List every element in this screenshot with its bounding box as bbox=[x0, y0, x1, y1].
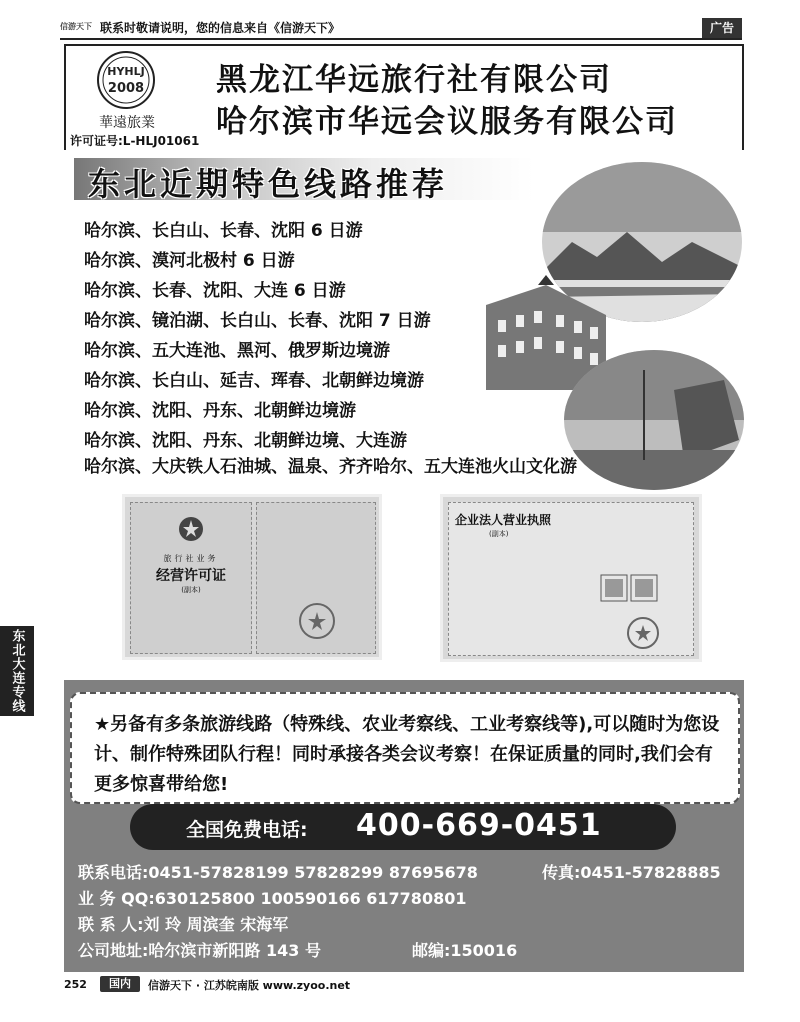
contact-address: 公司地址:哈尔滨市新阳路 143 号 bbox=[78, 941, 321, 960]
route-item: 哈尔滨、大庆铁人石油城、温泉、齐齐哈尔、五大连池火山文化游 bbox=[84, 457, 577, 477]
contact-fax: 传真:0451-57828885 bbox=[542, 863, 721, 882]
page-footer bbox=[60, 972, 742, 996]
company-logo-icon bbox=[96, 50, 156, 110]
note-box bbox=[70, 692, 740, 804]
section-tag: 国内 bbox=[100, 976, 140, 992]
stamp-boxes-icon bbox=[599, 573, 659, 603]
official-seal-icon bbox=[625, 615, 661, 651]
route-item: 哈尔滨、沈阳、丹东、北朝鲜边境游 bbox=[84, 401, 356, 421]
logo-text: HYHLJ bbox=[107, 65, 145, 78]
route-item: 哈尔滨、长春、沈阳、大连 6 日游 bbox=[84, 281, 346, 301]
route-item: 哈尔滨、漠河北极村 6 日游 bbox=[84, 251, 295, 271]
business-license-certificate bbox=[440, 494, 702, 662]
contact-qq[interactable]: 业 务 QQ:630125800 100590166 617780801 bbox=[78, 889, 467, 908]
brand-logo: 信游天下 bbox=[60, 22, 92, 31]
company-name-conference: 哈尔滨市华远会议服务有限公司 bbox=[216, 104, 678, 140]
official-seal-icon bbox=[297, 601, 337, 641]
banner-title: 东北近期特色线路推荐 bbox=[88, 165, 449, 203]
national-emblem-icon bbox=[177, 515, 205, 543]
travel-license-certificate bbox=[122, 494, 382, 660]
routes-section bbox=[64, 150, 744, 480]
ad-tag: 广告 bbox=[702, 18, 742, 38]
contact-phone[interactable]: 联系电话:0451-57828199 57828299 87695678 bbox=[78, 863, 478, 882]
top-notice: 联系时敬请说明，您的信息来自《信游天下》 bbox=[100, 21, 341, 35]
contact-zip: 邮编:150016 bbox=[412, 941, 518, 960]
route-item: 哈尔滨、沈阳、丹东、北朝鲜边境、大连游 bbox=[84, 431, 407, 451]
route-item: 哈尔滨、五大连池、黑河、俄罗斯边境游 bbox=[84, 341, 390, 361]
contact-panel bbox=[64, 680, 744, 972]
monument-photo bbox=[564, 350, 744, 490]
section-banner bbox=[74, 158, 534, 203]
license-number: 许可证号:L-HLJ01061 bbox=[70, 134, 200, 148]
logo-year: 2008 bbox=[107, 81, 145, 96]
cert2-subtitle: (副本) bbox=[489, 530, 509, 538]
page-number: 252 bbox=[64, 978, 87, 991]
hotline-label: 全国免费电话: bbox=[186, 819, 308, 841]
route-item: 哈尔滨、镜泊湖、长白山、长春、沈阳 7 日游 bbox=[84, 311, 431, 331]
cert2-title: 企业法人营业执照 bbox=[455, 513, 552, 527]
note-text: ★另备有多条旅游线路（特殊线、农业考察线、工业考察线等),可以随时为您设计、制作特殊团队行程！同时承接各类会议考察！在保证质量的同时,我们会有更多惊喜带给您! bbox=[94, 714, 720, 795]
footer-text: 信游天下 · 江苏皖南版 www.zyoo.net bbox=[148, 979, 351, 992]
cert1-subtitle: (副本) bbox=[181, 586, 201, 594]
company-header bbox=[64, 44, 744, 152]
hotline-bar bbox=[130, 804, 676, 850]
cert1-title-small: 旅行社业务 bbox=[163, 554, 219, 563]
company-name-travel: 黑龙江华远旅行社有限公司 bbox=[216, 62, 612, 98]
company-logo-label: 華遠旅業 bbox=[99, 115, 155, 131]
certificates bbox=[64, 480, 744, 680]
cert1-title: 经营许可证 bbox=[156, 568, 226, 584]
route-item: 哈尔滨、长白山、长春、沈阳 6 日游 bbox=[84, 221, 363, 241]
top-bar bbox=[60, 18, 742, 40]
route-item: 哈尔滨、长白山、延吉、珲春、北朝鲜边境游 bbox=[84, 371, 424, 391]
side-section-tab: 东北大连专线 bbox=[0, 626, 34, 716]
contact-person: 联 系 人:刘 玲 周滨奎 宋海军 bbox=[78, 915, 289, 934]
hotline-number[interactable]: 400-669-0451 bbox=[356, 808, 602, 843]
